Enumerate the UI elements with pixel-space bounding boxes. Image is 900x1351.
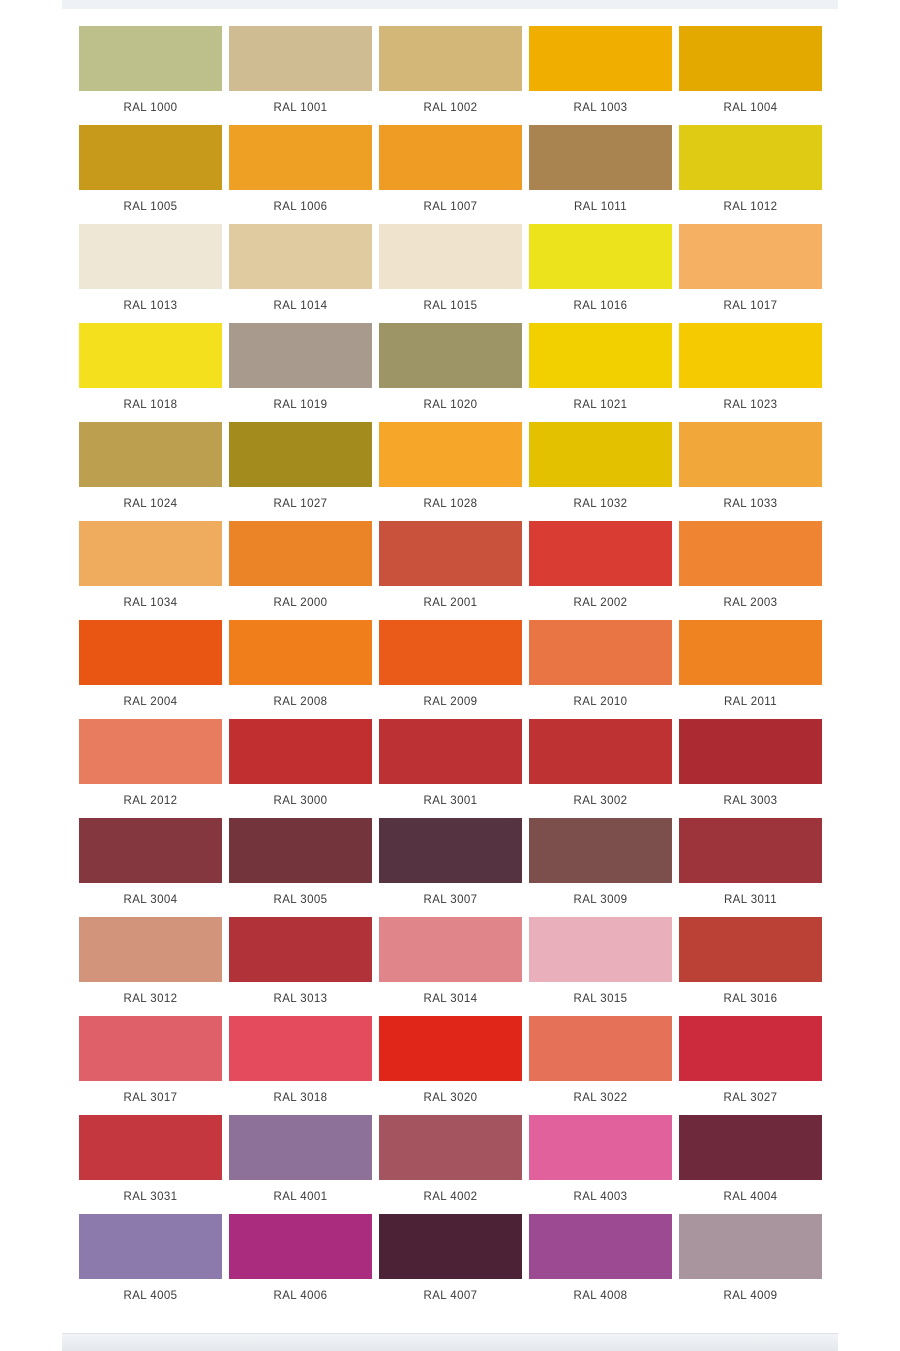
swatch-label: RAL 3011 (723, 894, 778, 906)
swatch-label: RAL 3031 (123, 1191, 178, 1203)
swatch-label: RAL 1007 (423, 201, 478, 213)
swatch-cell[interactable] (229, 818, 372, 917)
swatch-cell[interactable] (229, 224, 372, 323)
swatch-label: RAL 1004 (723, 102, 778, 114)
swatch-label: RAL 1032 (573, 498, 628, 510)
swatch-cell[interactable] (79, 26, 222, 125)
colour-swatch[interactable] (379, 1115, 522, 1180)
swatch-label: RAL 2011 (723, 696, 778, 708)
swatch-label: RAL 1019 (273, 399, 328, 411)
swatch-cell[interactable] (379, 125, 522, 224)
swatch-cell[interactable] (229, 1016, 372, 1115)
swatch-label: RAL 1014 (273, 300, 328, 312)
colour-swatch[interactable] (679, 1214, 822, 1279)
top-strip-left (0, 0, 62, 10)
swatch-cell[interactable] (79, 125, 222, 224)
swatch-grid (79, 26, 825, 1313)
colour-swatch[interactable] (529, 917, 672, 982)
colour-swatch[interactable] (529, 224, 672, 289)
colour-swatch[interactable] (79, 1214, 222, 1279)
colour-swatch[interactable] (379, 323, 522, 388)
swatch-cell[interactable] (79, 323, 222, 422)
swatch-label: RAL 3017 (123, 1092, 178, 1104)
swatch-cell[interactable] (679, 719, 822, 818)
swatch-cell[interactable] (379, 323, 522, 422)
swatch-label: RAL 3005 (273, 894, 328, 906)
swatch-cell[interactable] (229, 620, 372, 719)
colour-swatch[interactable] (379, 1214, 522, 1279)
swatch-label: RAL 1024 (123, 498, 178, 510)
colour-swatch[interactable] (79, 323, 222, 388)
colour-swatch[interactable] (229, 224, 372, 289)
swatch-label: RAL 1002 (423, 102, 478, 114)
colour-swatch[interactable] (229, 620, 372, 685)
swatch-cell[interactable] (79, 521, 222, 620)
swatch-cell[interactable] (679, 323, 822, 422)
swatch-label: RAL 1033 (723, 498, 778, 510)
swatch-cell[interactable] (229, 1115, 372, 1214)
swatch-label: RAL 4007 (423, 1290, 478, 1302)
swatch-label: RAL 2004 (123, 696, 178, 708)
swatch-label: RAL 4004 (723, 1191, 778, 1203)
swatch-cell[interactable] (529, 224, 672, 323)
colour-swatch[interactable] (529, 1214, 672, 1279)
colour-swatch[interactable] (529, 719, 672, 784)
swatch-label: RAL 1013 (123, 300, 178, 312)
swatch-cell[interactable] (379, 1016, 522, 1115)
swatch-cell[interactable] (379, 818, 522, 917)
swatch-cell[interactable] (529, 818, 672, 917)
swatch-cell[interactable] (379, 521, 522, 620)
swatch-cell[interactable] (379, 422, 522, 521)
colour-swatch[interactable] (79, 26, 222, 91)
colour-swatch[interactable] (229, 422, 372, 487)
swatch-label: RAL 1016 (573, 300, 628, 312)
swatch-label: RAL 2012 (123, 795, 178, 807)
colour-swatch[interactable] (679, 521, 822, 586)
swatch-cell[interactable] (679, 818, 822, 917)
colour-swatch[interactable] (529, 125, 672, 190)
swatch-label: RAL 1000 (123, 102, 178, 114)
swatch-label: RAL 4003 (573, 1191, 628, 1203)
swatch-cell[interactable] (229, 125, 372, 224)
swatch-cell[interactable] (79, 224, 222, 323)
swatch-label: RAL 3022 (573, 1092, 628, 1104)
colour-swatch[interactable] (529, 422, 672, 487)
colour-swatch[interactable] (679, 323, 822, 388)
colour-swatch[interactable] (229, 1016, 372, 1081)
swatch-label: RAL 3004 (123, 894, 178, 906)
swatch-label: RAL 1020 (423, 399, 478, 411)
colour-swatch[interactable] (529, 1115, 672, 1180)
swatch-cell[interactable] (79, 1016, 222, 1115)
colour-swatch[interactable] (679, 26, 822, 91)
colour-swatch[interactable] (379, 620, 522, 685)
swatch-label: RAL 2002 (573, 597, 628, 609)
swatch-label: RAL 3018 (273, 1092, 328, 1104)
swatch-label: RAL 1003 (573, 102, 628, 114)
swatch-cell[interactable] (379, 224, 522, 323)
swatch-label: RAL 4002 (423, 1191, 478, 1203)
colour-swatch[interactable] (79, 917, 222, 982)
swatch-label: RAL 2001 (423, 597, 478, 609)
colour-swatch[interactable] (379, 224, 522, 289)
colour-swatch[interactable] (529, 1016, 672, 1081)
colour-swatch[interactable] (229, 125, 372, 190)
colour-swatch[interactable] (79, 818, 222, 883)
swatch-label: RAL 3001 (423, 795, 478, 807)
swatch-label: RAL 1011 (573, 201, 628, 213)
colour-swatch[interactable] (229, 521, 372, 586)
colour-swatch[interactable] (529, 26, 672, 91)
bottom-bar-inner (62, 1334, 838, 1351)
swatch-label: RAL 1005 (123, 201, 178, 213)
swatch-cell[interactable] (379, 917, 522, 1016)
swatch-label: RAL 4006 (273, 1290, 328, 1302)
swatch-cell[interactable] (529, 125, 672, 224)
colour-swatch[interactable] (679, 818, 822, 883)
colour-swatch[interactable] (229, 323, 372, 388)
swatch-label: RAL 4008 (573, 1290, 628, 1302)
colour-swatch[interactable] (379, 521, 522, 586)
swatch-label: RAL 3000 (273, 795, 328, 807)
swatch-label: RAL 1027 (273, 498, 328, 510)
colour-swatch[interactable] (79, 1016, 222, 1081)
swatch-label: RAL 1028 (423, 498, 478, 510)
colour-swatch[interactable] (679, 1115, 822, 1180)
swatch-cell[interactable] (379, 1214, 522, 1313)
colour-swatch[interactable] (529, 521, 672, 586)
swatch-label: RAL 1015 (423, 300, 478, 312)
swatch-cell[interactable] (679, 521, 822, 620)
swatch-cell[interactable] (529, 719, 672, 818)
swatch-cell[interactable] (529, 323, 672, 422)
swatch-cell[interactable] (79, 1214, 222, 1313)
colour-swatch[interactable] (679, 917, 822, 982)
swatch-label: RAL 2008 (273, 696, 328, 708)
swatch-cell[interactable] (379, 26, 522, 125)
swatch-cell[interactable] (79, 719, 222, 818)
swatch-cell[interactable] (79, 1115, 222, 1214)
swatch-cell[interactable] (529, 26, 672, 125)
colour-swatch[interactable] (379, 719, 522, 784)
colour-swatch[interactable] (679, 620, 822, 685)
swatch-label: RAL 1006 (273, 201, 328, 213)
swatch-label: RAL 1021 (573, 399, 628, 411)
colour-swatch[interactable] (679, 1016, 822, 1081)
colour-swatch[interactable] (529, 323, 672, 388)
colour-swatch[interactable] (379, 125, 522, 190)
colour-swatch[interactable] (229, 917, 372, 982)
swatch-cell[interactable] (79, 818, 222, 917)
swatch-cell[interactable] (529, 620, 672, 719)
swatch-cell[interactable] (679, 1214, 822, 1313)
swatch-label: RAL 3007 (423, 894, 478, 906)
swatch-cell[interactable] (529, 422, 672, 521)
colour-swatch[interactable] (379, 26, 522, 91)
colour-swatch[interactable] (79, 719, 222, 784)
swatch-label: RAL 1001 (273, 102, 328, 114)
swatch-cell[interactable] (679, 422, 822, 521)
swatch-label: RAL 3014 (423, 993, 478, 1005)
colour-swatch[interactable] (379, 818, 522, 883)
swatch-label: RAL 3015 (573, 993, 628, 1005)
swatch-cell[interactable] (79, 620, 222, 719)
swatch-cell[interactable] (229, 1214, 372, 1313)
swatch-label: RAL 2009 (423, 696, 478, 708)
swatch-cell[interactable] (529, 521, 672, 620)
colour-swatch[interactable] (679, 719, 822, 784)
colour-swatch[interactable] (229, 818, 372, 883)
colour-swatch[interactable] (379, 422, 522, 487)
colour-swatch[interactable] (79, 521, 222, 586)
colour-swatch[interactable] (379, 1016, 522, 1081)
swatch-cell[interactable] (79, 917, 222, 1016)
swatch-label: RAL 3027 (723, 1092, 778, 1104)
swatch-cell[interactable] (529, 917, 672, 1016)
swatch-cell[interactable] (679, 620, 822, 719)
colour-swatch[interactable] (679, 125, 822, 190)
swatch-cell[interactable] (229, 719, 372, 818)
swatch-label: RAL 4005 (123, 1290, 178, 1302)
swatch-cell[interactable] (229, 323, 372, 422)
swatch-label: RAL 3003 (723, 795, 778, 807)
swatch-label: RAL 4009 (723, 1290, 778, 1302)
swatch-cell[interactable] (379, 719, 522, 818)
swatch-label: RAL 1034 (123, 597, 178, 609)
swatch-label: RAL 3012 (123, 993, 178, 1005)
swatch-cell[interactable] (679, 125, 822, 224)
swatch-cell[interactable] (529, 1016, 672, 1115)
swatch-cell[interactable] (229, 917, 372, 1016)
swatch-cell[interactable] (679, 917, 822, 1016)
bottom-bar (62, 1333, 838, 1351)
swatch-cell[interactable] (529, 1115, 672, 1214)
colour-swatch[interactable] (229, 719, 372, 784)
swatch-label: RAL 1012 (723, 201, 778, 213)
swatch-cell[interactable] (229, 26, 372, 125)
colour-swatch[interactable] (79, 125, 222, 190)
swatch-cell[interactable] (229, 521, 372, 620)
colour-swatch[interactable] (679, 422, 822, 487)
swatch-label: RAL 2003 (723, 597, 778, 609)
colour-swatch[interactable] (79, 1115, 222, 1180)
swatch-cell[interactable] (679, 26, 822, 125)
colour-swatch[interactable] (229, 26, 372, 91)
colour-swatch[interactable] (529, 620, 672, 685)
swatch-label: RAL 2000 (273, 597, 328, 609)
swatch-label: RAL 2010 (573, 696, 628, 708)
swatch-cell[interactable] (679, 1016, 822, 1115)
swatch-label: RAL 3020 (423, 1092, 478, 1104)
colour-swatch[interactable] (229, 1115, 372, 1180)
swatch-label: RAL 3009 (573, 894, 628, 906)
swatch-label: RAL 1023 (723, 399, 778, 411)
swatch-label: RAL 3002 (573, 795, 628, 807)
swatch-label: RAL 1018 (123, 399, 178, 411)
colour-swatch[interactable] (229, 1214, 372, 1279)
colour-swatch[interactable] (679, 224, 822, 289)
colour-swatch[interactable] (79, 620, 222, 685)
swatch-cell[interactable] (379, 620, 522, 719)
swatch-cell[interactable] (379, 1115, 522, 1214)
swatch-label: RAL 3016 (723, 993, 778, 1005)
swatch-cell[interactable] (79, 422, 222, 521)
colour-swatch[interactable] (79, 422, 222, 487)
swatch-cell[interactable] (229, 422, 372, 521)
swatch-label: RAL 3013 (273, 993, 328, 1005)
top-strip-right (838, 0, 900, 10)
colour-swatch[interactable] (529, 818, 672, 883)
colour-swatch[interactable] (79, 224, 222, 289)
colour-swatch[interactable] (379, 917, 522, 982)
swatch-cell[interactable] (679, 1115, 822, 1214)
swatch-cell[interactable] (679, 224, 822, 323)
top-strip (62, 0, 838, 9)
swatch-label: RAL 4001 (273, 1191, 328, 1203)
swatch-label: RAL 1017 (723, 300, 778, 312)
swatch-cell[interactable] (529, 1214, 672, 1313)
